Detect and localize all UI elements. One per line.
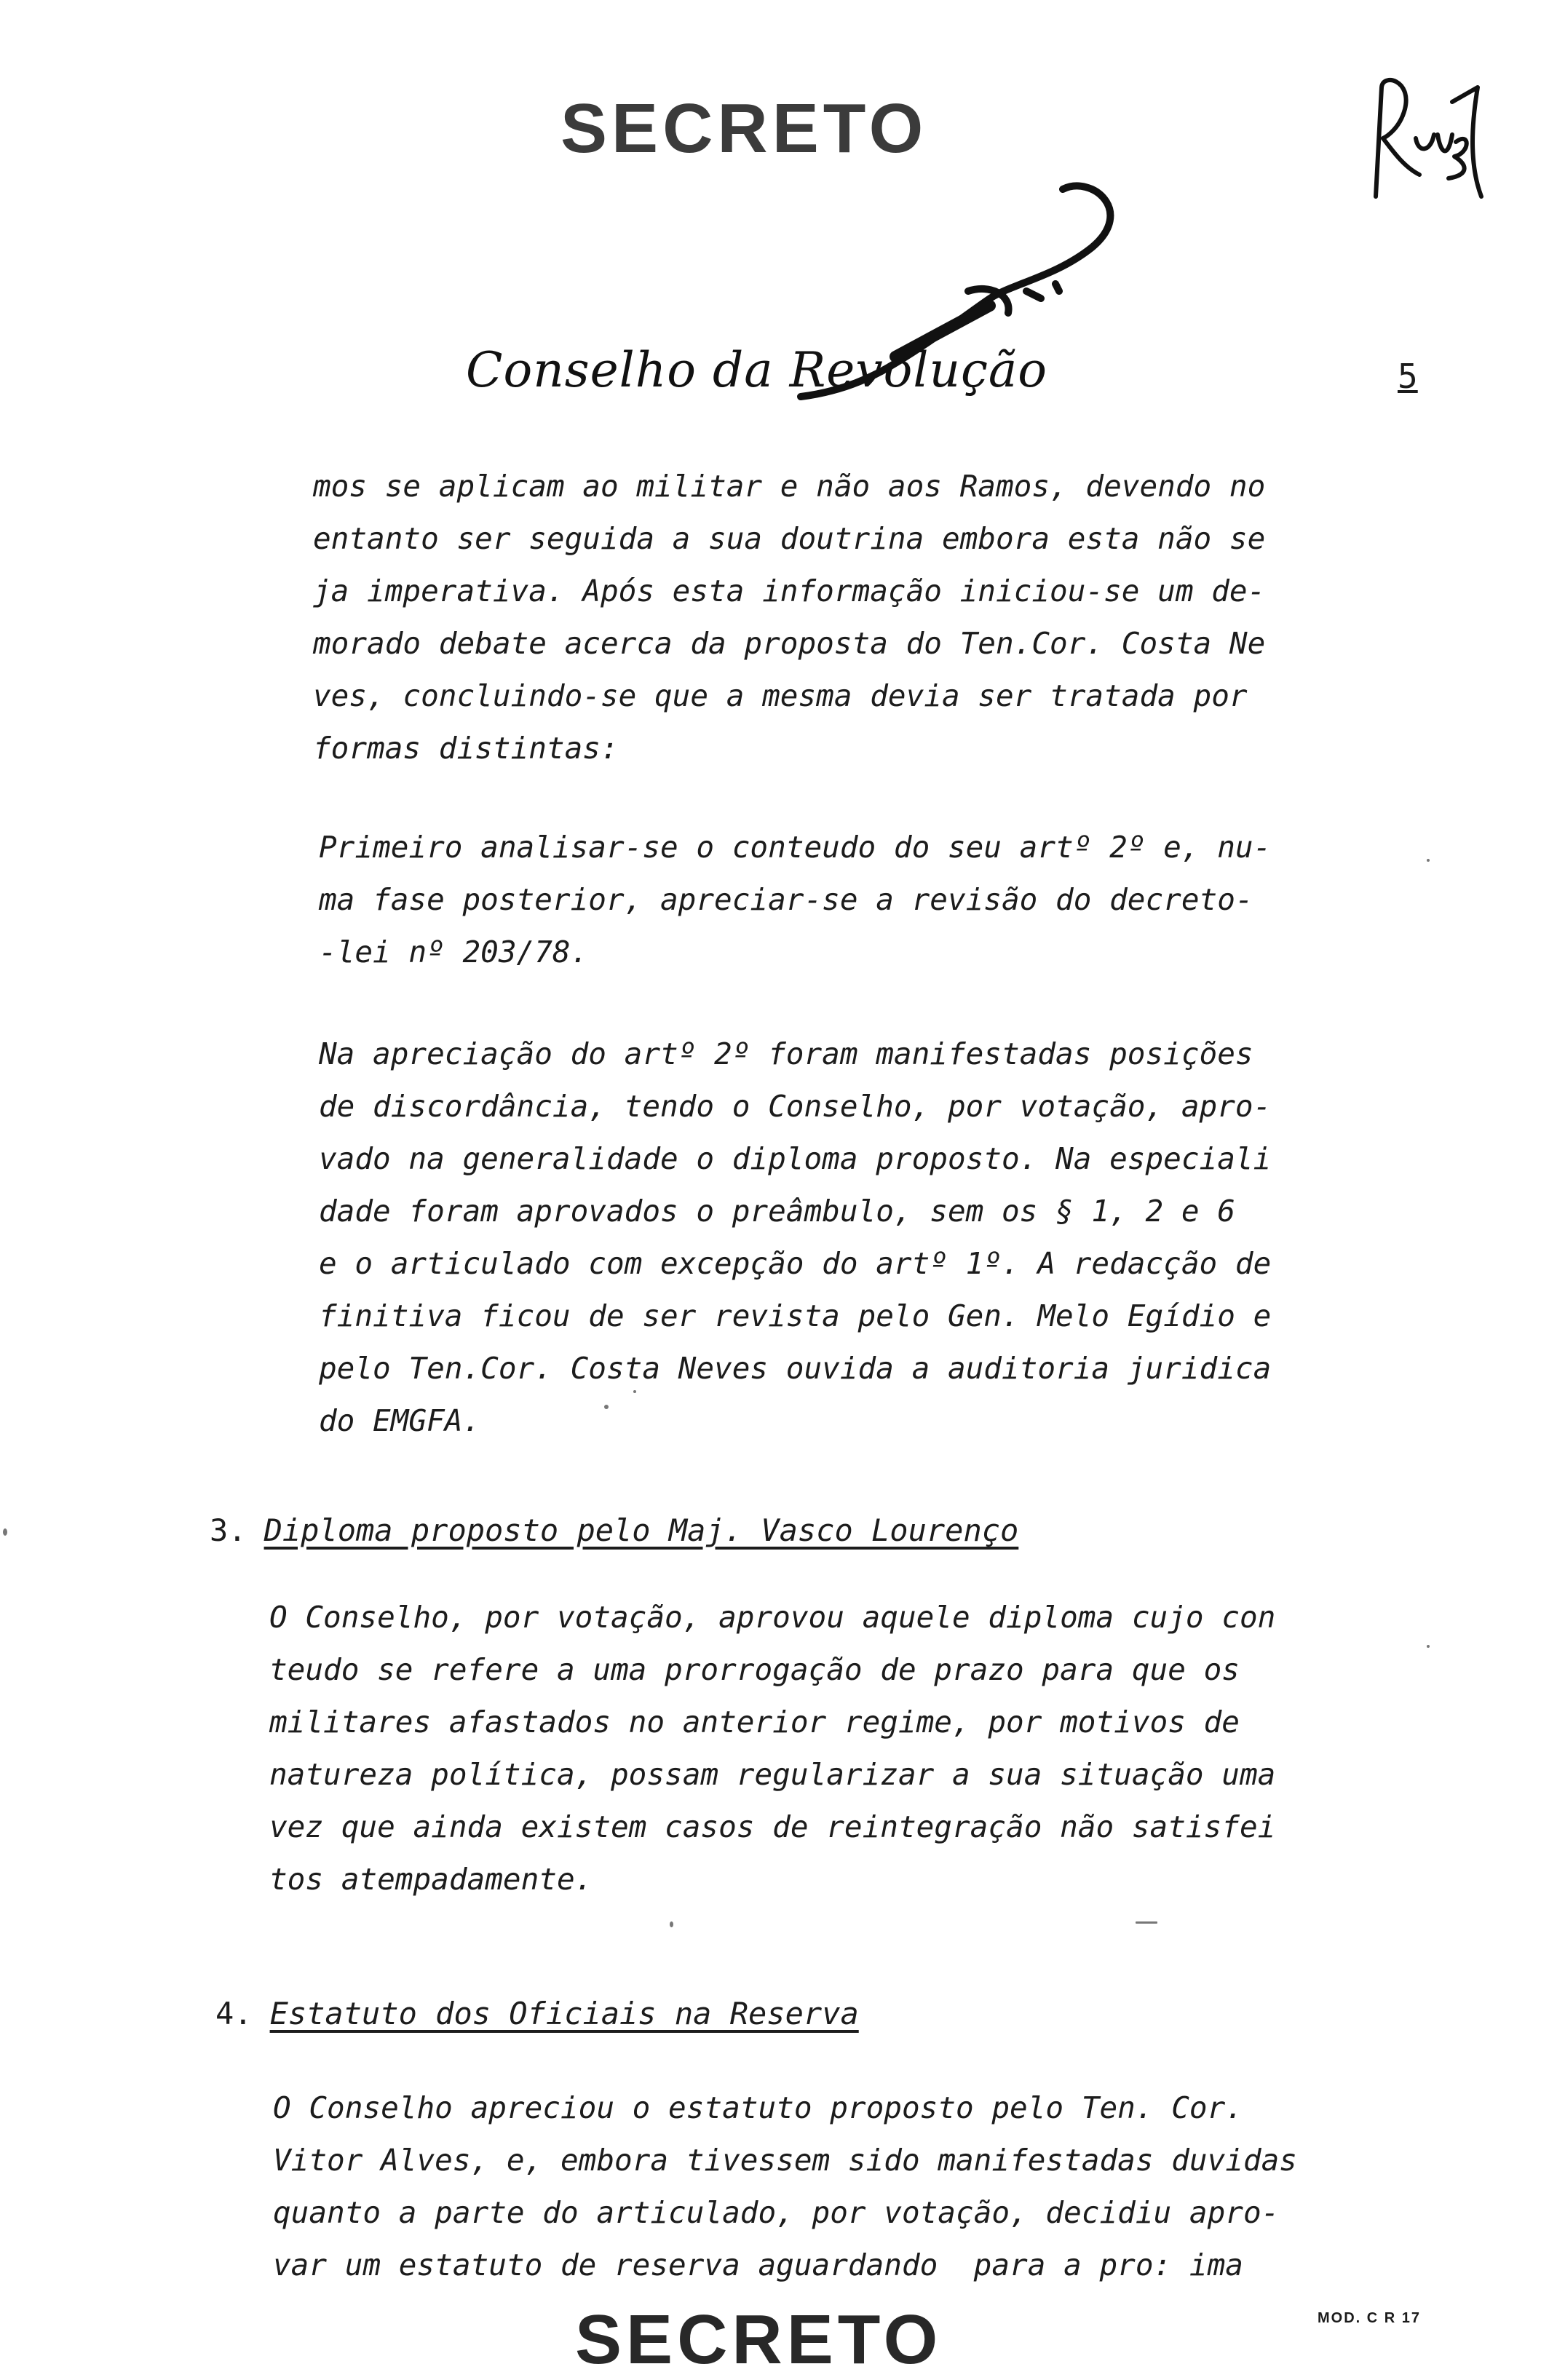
scan-speckle: [3, 1528, 7, 1536]
page-number: 5: [1398, 357, 1418, 396]
letterhead-title: Conselho da Revolução: [466, 342, 1048, 398]
paragraph-1: mos se aplicam ao militar e não aos Ramos, devendo no entanto ser seguida a sua doutrina embora esta não se ja imperativa. Após esta informação iniciou-se um de- morado debate acerca da proposta do Ten.Cor. Costa Ne ves, concluindo-se que a mesma devia ser tratada por formas distintas:: [313, 469, 1266, 766]
secret-stamp-top: SECRETO: [560, 90, 928, 167]
scan-speckle: [670, 1921, 673, 1927]
paragraph-2: Primeiro analisar-se o conteudo do seu artº 2º e, nu- ma fase posterior, apreciar-se a revisão do decreto- -lei nº 203/78.: [319, 830, 1272, 969]
section-3-text: O Conselho, por votação, aprovou aquele diploma cujo con teudo se refere a uma prorrogação de prazo para que os militares afastados no anterior regime, por motivos de natureza política, possam regularizar a sua situação uma vez que ainda existem casos de reintegração não satisfei tos atempadamente.: [269, 1600, 1276, 1897]
scan-speckle: [1427, 1645, 1430, 1648]
paragraph-3: Na apreciação do artº 2º foram manifestadas posições de discordância, tendo o Conselho, por votação, apro- vado na generalidade o diploma proposto. Na especiali dade foram aprovados o preâmbulo, sem os § 1, 2 e 6 e o articulado com excepção do artº 1º. A redacção de finitiva ficou de ser revista pelo Gen. Melo Egídio e pelo Ten.Cor. Costa Neves ouvida a auditoria juridica do EMGFA.: [319, 1036, 1272, 1438]
section-4-title: Estatuto dos Oficiais na Reserva: [269, 1996, 859, 2031]
section-4-heading: [215, 1996, 859, 2031]
scan-speckle: [1136, 1921, 1157, 1924]
section-4-text: O Conselho apreciou o estatuto proposto pelo Ten. Cor. Vitor Alves, e, embora tivessem sido manifestadas duvidas quanto a parte do articulado, por votação, decidiu apro- var um estatuto de reserva aguardando para a pro: ima: [273, 2090, 1297, 2282]
section-3-number: 3.: [210, 1512, 247, 1548]
section-3-title: Diploma proposto pelo Maj. Vasco Lourenço: [264, 1512, 1019, 1548]
scan-speckle: [1427, 859, 1430, 862]
section-4-number: 4.: [215, 1996, 253, 2031]
section-3-heading: [210, 1512, 1018, 1548]
scan-speckle: [604, 1405, 609, 1409]
initials-signature: [1361, 73, 1492, 211]
form-code: MOD. C R 17: [1318, 2310, 1422, 2326]
secret-stamp-bottom: SECRETO: [575, 2301, 943, 2379]
scan-speckle: [633, 1390, 636, 1393]
